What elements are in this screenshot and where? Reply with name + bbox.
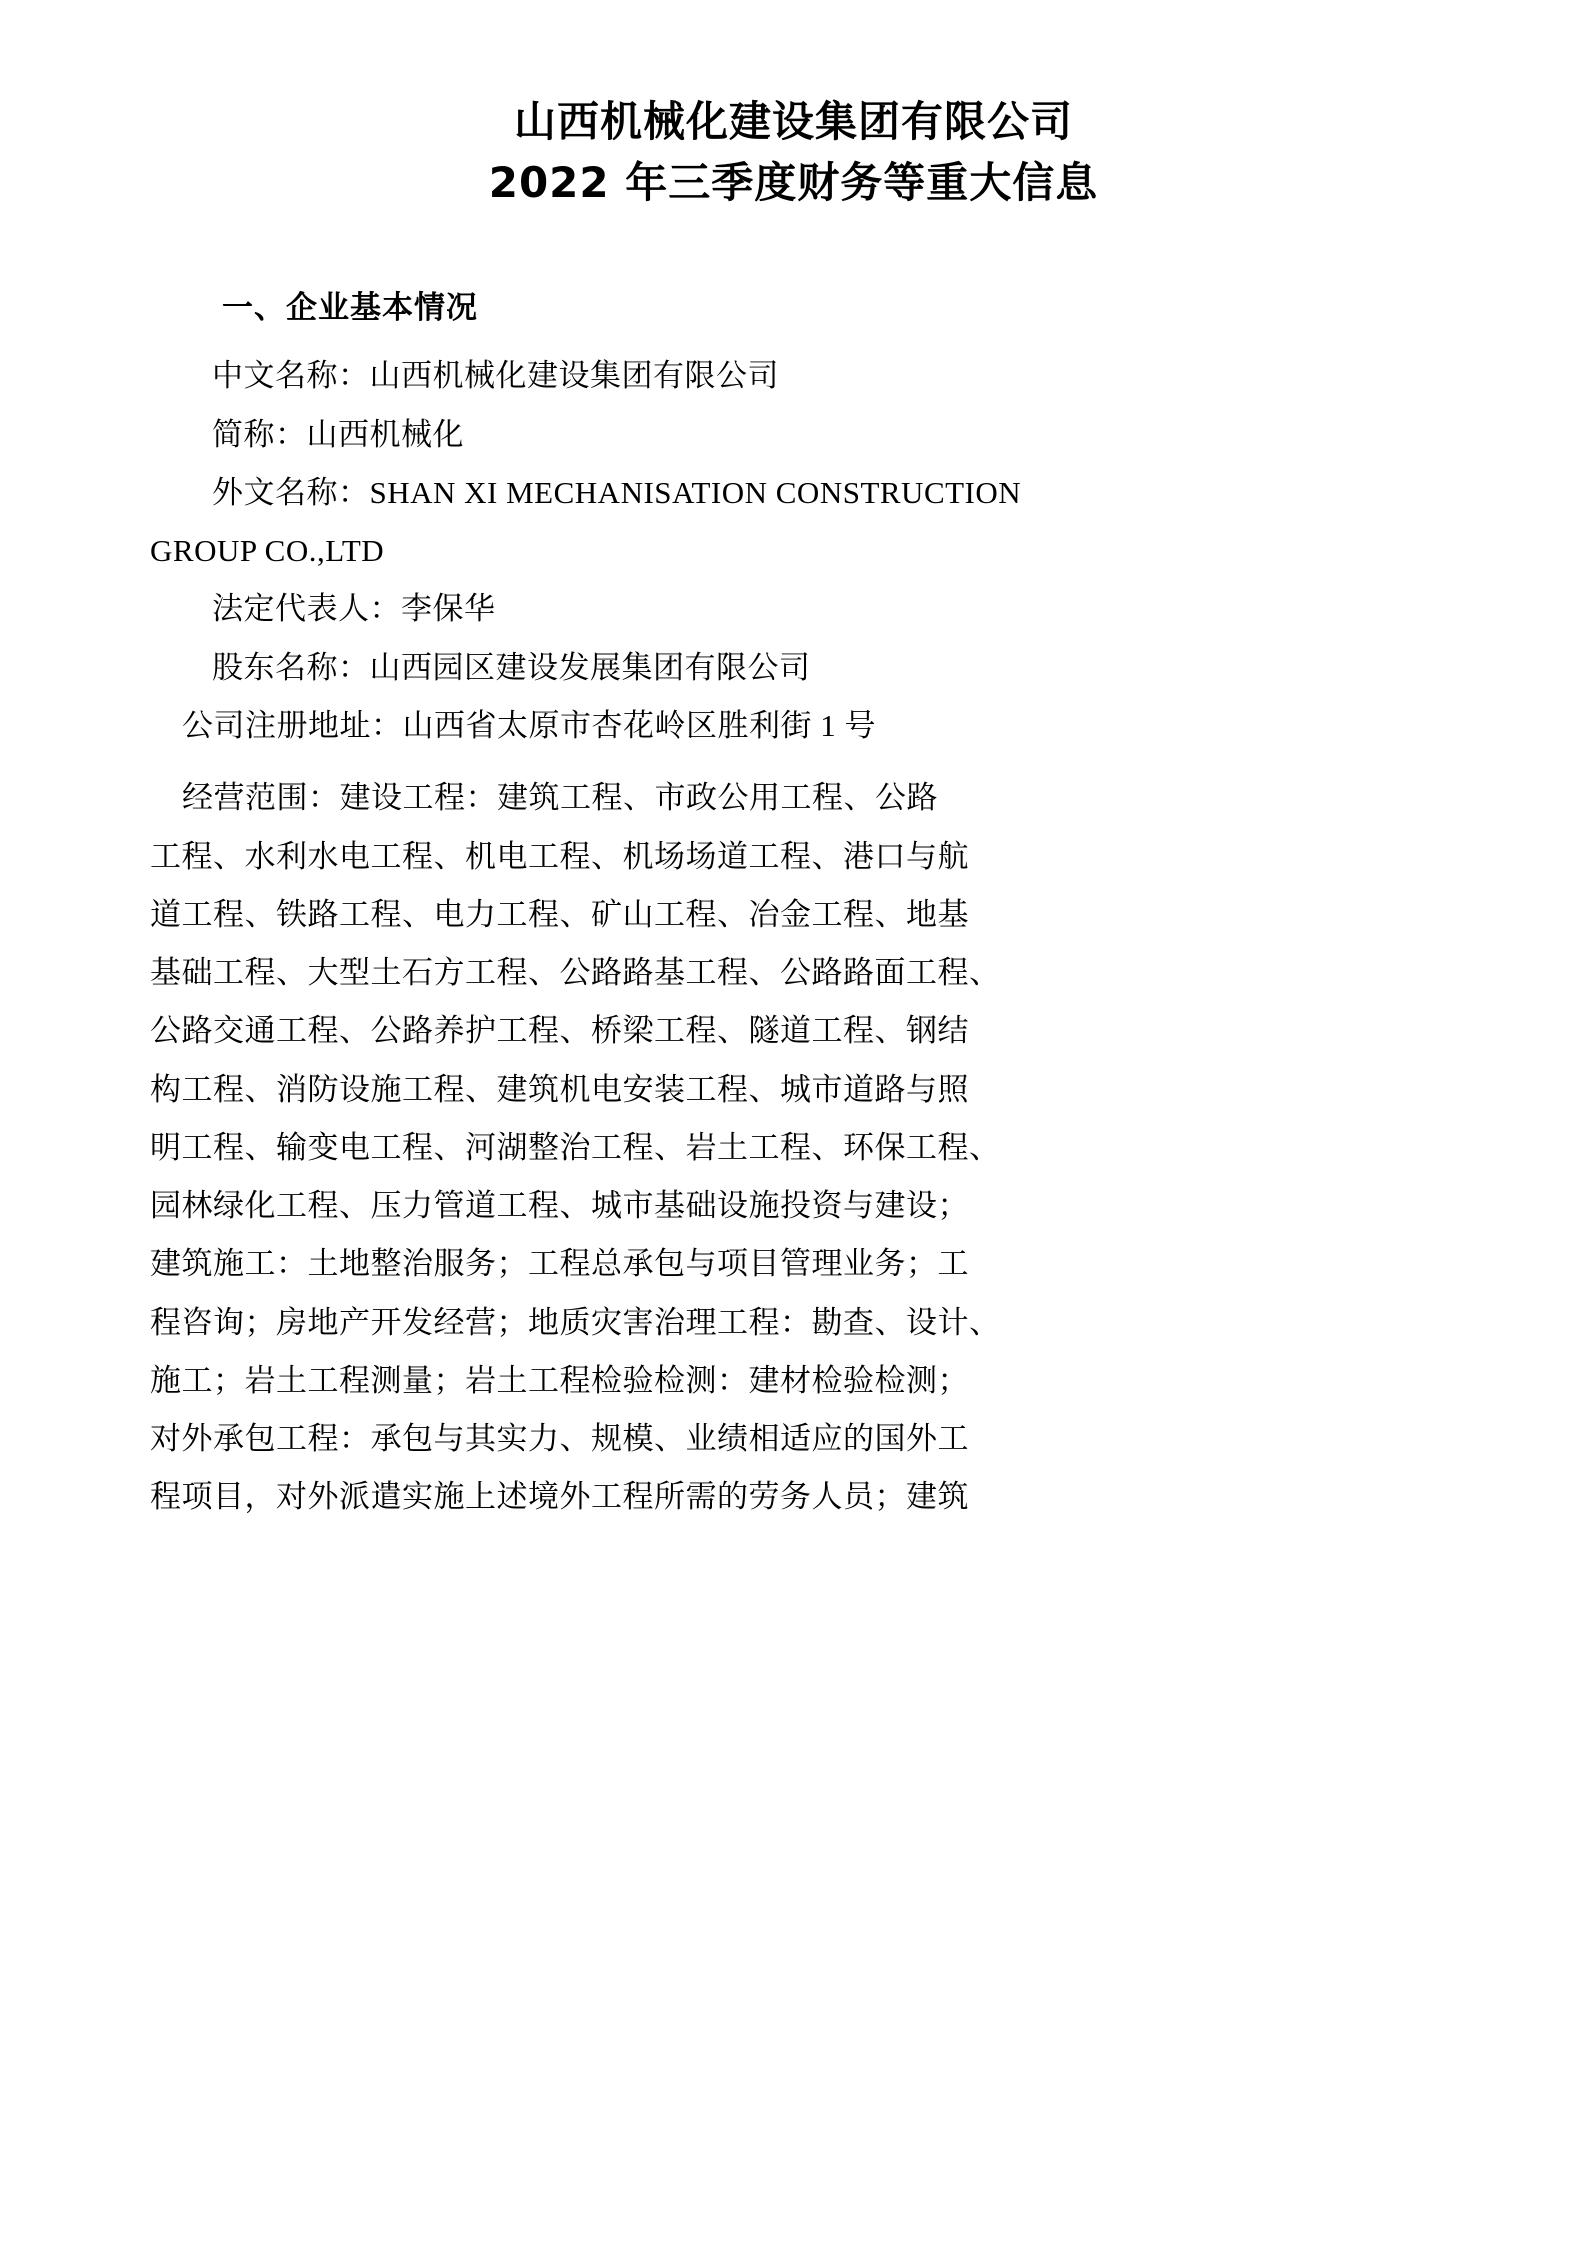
- scope-line: 经营范围：建设工程：建筑工程、市政公用工程、公路: [182, 780, 938, 816]
- business-scope-paragraph: [150, 769, 1437, 1526]
- company-fields: [150, 347, 1437, 755]
- scope-line: 基础工程、大型土石方工程、公路路基工程、公路路面工程、: [150, 955, 1001, 991]
- scope-line: 园林绿化工程、压力管道工程、城市基础设施投资与建设；: [150, 1188, 969, 1224]
- scope-line: 程项目，对外派遣实施上述境外工程所需的劳务人员；建筑: [150, 1479, 969, 1515]
- scope-line: 程咨询；房地产开发经营；地质灾害治理工程：勘查、设计、: [150, 1304, 1001, 1340]
- field-short-name: 简称：山西机械化: [212, 416, 464, 452]
- section-company-basics: [150, 284, 1437, 1527]
- field-foreign-name: 外文名称：SHAN XI MECHANISATION CONSTRUCTION: [212, 474, 1022, 510]
- field-foreign-name-cont: GROUP CO.,LTD: [150, 533, 385, 569]
- scope-line: 道工程、铁路工程、电力工程、矿山工程、冶金工程、地基: [150, 896, 969, 932]
- scope-line: 对外承包工程：承包与其实力、规模、业绩相适应的国外工: [150, 1421, 969, 1457]
- field-registered-address: 公司注册地址：山西省太原市杏花岭区胜利街 1 号: [182, 707, 876, 743]
- scope-line: 施工；岩土工程测量；岩土工程检验检测：建材检验检测；: [150, 1362, 969, 1398]
- scope-line: 公路交通工程、公路养护工程、桥梁工程、隧道工程、钢结: [150, 1013, 969, 1049]
- section-heading: 一、企业基本情况: [222, 289, 478, 326]
- scope-line: 构工程、消防设施工程、建筑机电安装工程、城市道路与照: [150, 1071, 969, 1107]
- scope-line: 建筑施工：土地整治服务；工程总承包与项目管理业务；工: [150, 1246, 969, 1282]
- field-legal-representative: 法定代表人：李保华: [212, 591, 496, 627]
- title-line-2: 2022 年三季度财务等重大信息: [488, 157, 1099, 207]
- field-shareholder-name: 股东名称：山西园区建设发展集团有限公司: [212, 649, 811, 685]
- document-title: [150, 92, 1437, 214]
- scope-line: 工程、水利水电工程、机电工程、机场场道工程、港口与航: [150, 838, 969, 874]
- title-line-1: 山西机械化建设集团有限公司: [513, 97, 1073, 146]
- scope-line: 明工程、输变电工程、河湖整治工程、岩土工程、环保工程、: [150, 1129, 1001, 1165]
- field-chinese-name: 中文名称：山西机械化建设集团有限公司: [212, 358, 779, 394]
